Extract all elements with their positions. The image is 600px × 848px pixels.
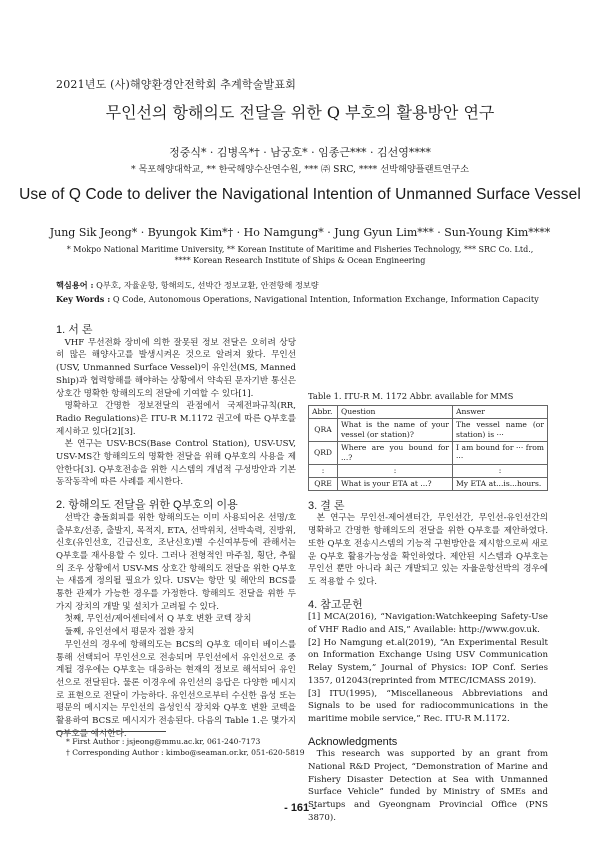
table-cell: QRA	[309, 418, 338, 441]
section-2-paragraph-4: 무인선의 경우에 항해의도는 BCS의 Q부호 데이터 베이스를 통해 선택되어 무인선으로 전송되며 무인선에서 유인선으로 중계될 경우에는 Q부호는 대응하는 현재의 정보로 해석되어 유인선으로 전달된다. 물론 이경우에 유인선의 응답은 다양한 메시지로 표현으로 전달이 가능하다. 유인선으로부터 수신한 음성 또는 평문의 메시지는 무인선의 음성인식 장치와 Q부호 변환 코텍을 활용하여 BCS로 메시지가 전송된다. 다음의 Table 1.은 몇가지 Q부호를 예시한다.	[56, 639, 296, 739]
table-cell: What is the name of your vessel (or station)?	[338, 418, 453, 441]
keywords-korean-text: Q부호, 자율운항, 항해의도, 선박간 정보교환, 안전항해 정보량	[93, 280, 319, 290]
footnote-rule	[56, 731, 166, 732]
section-1-heading: 1. 서 론	[56, 324, 93, 336]
page-number: - 161 -	[284, 802, 316, 814]
footnote-corresponding-author: † Corresponding Author : kimbo@seaman.or.kr, 051-620-5819	[66, 748, 305, 757]
authors-english: Jung Sik Jeong* · Byungok Kim*† · Ho Namgung* · Jung Gyun Lim*** · Sun-Young Kim****	[49, 226, 551, 239]
keywords-english-text: Q Code, Autonomous Operations, Navigational Intention, Information Exchange, Information Capacity	[110, 294, 539, 304]
section-4-heading: 4. 참고문헌	[308, 598, 363, 611]
section-2-heading: 2. 항해의도 전달을 위한 Q부호의 이용	[56, 499, 238, 512]
affiliations-english-line2: **** Korean Research Institute of Ships & Ocean Engineering	[174, 256, 426, 265]
title-korean: 무인선의 항해의도 전달을 위한 Q 부호의 활용방안 연구	[105, 103, 495, 122]
table-row	[309, 477, 548, 490]
footnotes	[66, 736, 306, 758]
table-row	[309, 464, 548, 477]
authors-korean: 정중식* · 김병옥*† · 남궁호* · 임종근*** · 김선영****	[169, 146, 431, 159]
table-row	[309, 418, 548, 441]
table-cell: My ETA at...is...hours.	[453, 477, 548, 490]
reference-item: [3] ITU(1995), “Miscellaneous Abbreviations and Signals to be used for radiocommunications in the maritime mobile service,” Rec. ITU-R M.1172.	[308, 688, 548, 724]
conference-header: 2021년도 (사)해양환경안전학회 추계학술발표회	[56, 78, 297, 91]
table-cell: QRE	[309, 477, 338, 490]
table-cell: :	[453, 464, 548, 477]
affiliations-english-line1: * Mokpo National Maritime University, ** Korean Institute of Maritime and Fisheries Technology, *** SRC Co. Ltd.,	[66, 245, 534, 254]
left-column	[56, 324, 296, 741]
table-header-question: Question	[338, 405, 453, 418]
table-1-caption: Table 1. ITU-R M. 1172 Abbr. available for MMS	[308, 391, 514, 401]
table-row	[309, 441, 548, 464]
references	[308, 611, 548, 725]
table-header-abbr: Abbr.	[309, 405, 338, 418]
table-header-answer: Answer	[453, 405, 548, 418]
section-2-paragraph-3: 둘째, 유인선에서 평문자 접환 장치	[64, 627, 195, 638]
table-cell: What is your ETA at ...?	[338, 477, 453, 490]
acknowledgments-text: This research was supported by an grant from National R&D Project, “Demonstration of Marine and Fishery Disaster Detection at Sea with Unmanned Surface Vehicle” funded by Ministry of SMEs and Startups and Gyeongnam Provincial Office (PNS 3870).	[308, 749, 548, 823]
section-1-paragraph-1: VHF 무선전화 장비에 의한 잘못된 정보 전달은 오히려 상당히 많은 해양사고를 발생시켜온 것으로 알려져 왔다. 무인선(USV, Unmanned Surface Vessel)이 유인선(MS, Manned Ship)과 협력항해를 해야하는 상황에서 약속된 문자기반 통신은 상호간 명확한 항해의도의 전달에 기여할 수 있다[1].	[56, 337, 296, 399]
acknowledgments-heading: Acknowledgments	[308, 735, 398, 748]
keywords-korean	[56, 280, 556, 291]
title-english: Use of Q Code to deliver the Navigational Intention of Unmanned Surface Vessel	[19, 186, 581, 203]
table-cell: The vessel name (or station) is ···	[453, 418, 548, 441]
section-2-paragraph-1: 선박간 충돌회피를 위한 항해의도는 이미 사용되어온 선명/호출부호/선종, 출발지, 목적지, ETA, 선박위치, 선박속력, 진방위, 신호(유인선호, 긴급신호, 조난신호)별 수신여부등에 관해서는 Q부호를 재사용할 수 있다. 그러나 전형적인 마주침, 횡단, 추월의 조우 상황에서 USV-MS 상호간 항해의도 전달을 위한 Q부호는 새롭게 정의될 필요가 있다. USV는 항만 및 해안의 BCS를 통한 관제가 가능한 경우를 가정한다. 항해의도 전달을 위한 두 가지 장치의 개발 및 설치가 고려될 수 있다.	[56, 512, 296, 612]
section-3-heading: 3. 결 론	[308, 499, 345, 512]
table-cell: Where are you bound for ...?	[338, 441, 453, 464]
table-1	[308, 405, 548, 491]
table-header-row	[309, 405, 548, 418]
table-cell: I am bound for ··· from ···	[453, 441, 548, 464]
section-3-paragraph-1: 본 연구는 무인선-제어센터간, 무인선간, 무인선-유인선간의 명확하고 간명한 항해의도의 전달을 위한 Q부호를 제안하였다. 또한 Q부호 전송시스템의 기능적 구현방안을 제시함으로써 새로운 Q부호 활용가능성을 확인하였다. 제안된 시스템과 Q부호는 무인선 뿐만 아니라 최근 개발되고 있는 자율운항선박의 경우에도 적용할 수 있다.	[308, 513, 548, 587]
reference-item: [1] MCA(2016), “Navigation:Watchkeeping Safety-Use of VHF Radio and AIS,” Available: http://www.gov.uk.	[308, 612, 548, 636]
keywords-english-label: Key Words :	[56, 294, 111, 304]
reference-item: [2] Ho Namgung et.al(2019), “An Experimental Result on Information Exchange Using USV Communication Relay System,” Journal of Physics: IOP Conf. Series 1357, 012043(reprinted from MTEC/ICMASS 2019).	[308, 637, 548, 686]
table-cell: QRD	[309, 441, 338, 464]
keywords-english	[56, 294, 556, 304]
keywords-korean-label: 핵심용어 :	[56, 280, 94, 290]
footnote-first-author: * First Author : jsjeong@mmu.ac.kr, 061-240-7173	[66, 737, 261, 746]
section-2-paragraph-2: 첫째, 무인선/제어센터에서 Q 부호 변환 코텍 장치	[64, 614, 252, 625]
section-1-paragraph-3: 본 연구는 USV-BCS(Base Control Station), USV-USV, USV-MS간 항해의도의 명확한 전달을 위해 Q부호의 사용을 제안한다[3]. Q부호전송을 위한 시스템의 개념적 구성방안과 기본 동작동작에 따른 사례를 제시한다.	[56, 439, 296, 488]
table-cell: :	[338, 464, 453, 477]
affiliations-english	[0, 244, 600, 266]
section-1-paragraph-2: 명확하고 간명한 정보전달의 관점에서 국제전파규칙(RR, Radio Regulations)은 ITU-R M.1172 권고에 따른 Q부호를 제시하고 있다[2][3].	[56, 401, 296, 437]
right-column	[308, 324, 548, 825]
affiliations-korean: * 목포해양대학교, ** 한국해양수산연수원, *** ㈜ SRC, **** 선박해양플랜트연구소	[131, 164, 469, 175]
table-cell: :	[309, 464, 338, 477]
